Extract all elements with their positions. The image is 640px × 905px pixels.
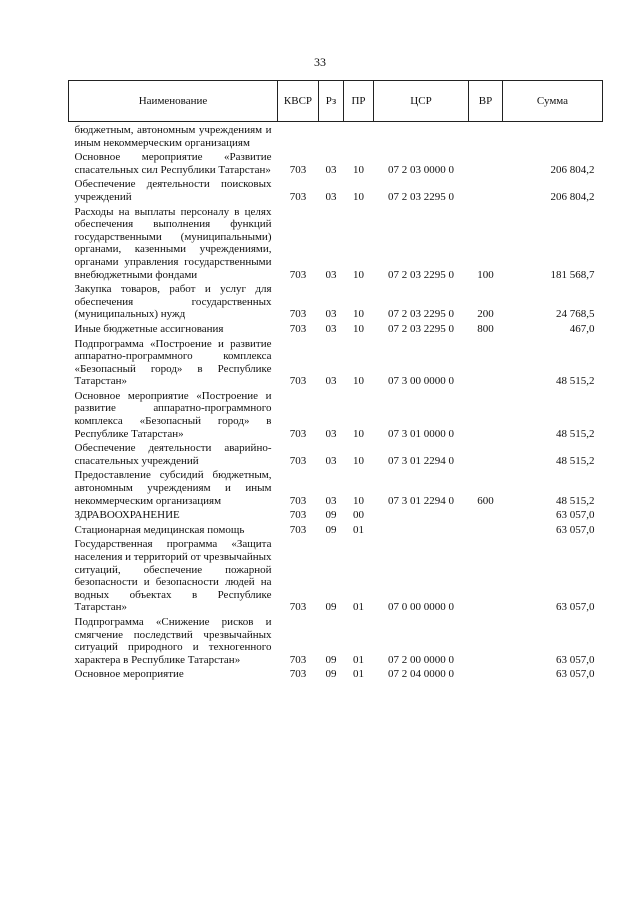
row-pr: 00 <box>353 509 364 522</box>
row-name: Закупка товаров, работ и услуг для обеспечения государственных (муниципальных) нужд <box>74 283 272 321</box>
row-csr: 07 3 01 0000 0 <box>388 427 454 440</box>
budget-table <box>68 80 603 681</box>
row-pr: 10 <box>353 308 364 321</box>
row-rz: 09 <box>325 601 337 614</box>
table-row <box>69 467 603 507</box>
row-name: Расходы на выплаты персоналу в целях обеспечения выполнения функций государственными (муниципальными) органами, казенными учреждениями, органами управления государственными внебюджетными фондами <box>74 205 272 281</box>
row-pr: 10 <box>353 427 364 440</box>
row-csr: 07 3 01 2294 0 <box>388 494 454 507</box>
row-name: Стационарная медицинская помощь <box>74 523 245 536</box>
row-sum: 48 515,2 <box>556 375 595 388</box>
row-name: Основное мероприятие «Развитие спасательных сил Республики Татарстан» <box>74 151 272 176</box>
table-row <box>69 122 603 150</box>
row-rz: 03 <box>325 268 337 281</box>
table-row <box>69 536 603 614</box>
table-row <box>69 336 603 388</box>
row-name: ЗДРАВООХРАНЕНИЕ <box>74 509 180 522</box>
row-csr: 07 2 03 0000 0 <box>388 163 454 176</box>
row-sum <box>503 122 603 150</box>
row-rz: 03 <box>325 163 337 176</box>
table-row <box>69 507 603 522</box>
row-name: Обеспечение деятельности поисковых учреждений <box>74 178 272 203</box>
row-kvsr: 703 <box>289 601 307 614</box>
table-row <box>69 614 603 666</box>
row-rz: 03 <box>325 427 337 440</box>
header-csr: ЦСР <box>374 81 469 122</box>
row-sum: 467,0 <box>569 322 595 335</box>
row-rz: 03 <box>325 454 337 467</box>
row-rz: 09 <box>325 653 337 666</box>
row-pr: 10 <box>353 268 364 281</box>
row-kvsr: 703 <box>289 268 307 281</box>
table-row <box>69 321 603 336</box>
row-vr: 200 <box>477 308 494 321</box>
row-rz <box>319 122 344 150</box>
row-name: Подпрограмма «Снижение рисков и смягчение последствий чрезвычайных ситуаций природного и техногенного характера в Республике Татарстан» <box>74 615 272 666</box>
row-vr: 600 <box>477 494 494 507</box>
row-csr: 07 2 03 2295 0 <box>388 268 454 281</box>
table-row <box>69 149 603 176</box>
row-vr <box>469 388 503 440</box>
row-rz: 03 <box>325 190 337 203</box>
row-vr <box>469 507 503 522</box>
row-rz: 03 <box>325 308 337 321</box>
row-kvsr: 703 <box>289 523 307 536</box>
row-csr: 07 3 01 2294 0 <box>388 454 454 467</box>
table-row <box>69 440 603 467</box>
row-sum: 63 057,0 <box>556 523 595 536</box>
row-kvsr: 703 <box>289 190 307 203</box>
header-kvsr: КВСР <box>278 81 319 122</box>
row-name: бюджетным, автономным учреждениям и иным некоммерческим организациям <box>74 124 272 149</box>
row-vr <box>469 122 503 150</box>
table-row <box>69 176 603 203</box>
table-row <box>69 204 603 282</box>
row-csr: 07 2 04 0000 0 <box>388 668 454 681</box>
row-kvsr: 703 <box>289 653 307 666</box>
row-sum: 48 515,2 <box>556 427 595 440</box>
row-csr: 07 2 00 0000 0 <box>388 653 454 666</box>
row-kvsr: 703 <box>289 454 307 467</box>
row-pr: 01 <box>353 653 364 666</box>
row-rz: 03 <box>325 322 337 335</box>
row-sum: 206 804,2 <box>550 190 595 203</box>
row-pr <box>344 122 374 150</box>
page-number: 33 <box>314 55 326 69</box>
row-sum: 24 768,5 <box>556 308 595 321</box>
row-kvsr: 703 <box>289 163 307 176</box>
header-vr: ВР <box>469 81 503 122</box>
row-pr: 10 <box>353 190 364 203</box>
row-pr: 10 <box>353 163 364 176</box>
row-kvsr: 703 <box>289 494 307 507</box>
header-rz: Рз <box>319 81 344 122</box>
row-kvsr: 703 <box>289 509 307 522</box>
header-pr: ПР <box>344 81 374 122</box>
row-kvsr: 703 <box>289 375 307 388</box>
table-row <box>69 522 603 537</box>
row-csr: 07 2 03 2295 0 <box>388 308 454 321</box>
row-vr <box>469 522 503 537</box>
row-vr <box>469 176 503 203</box>
row-csr: 07 3 00 0000 0 <box>388 375 454 388</box>
row-name: Обеспечение деятельности аварийно-спасательных учреждений <box>74 442 272 467</box>
row-name: Подпрограмма «Построение и развитие аппаратно-программного комплекса «Безопасный город» в Республике Татарстан» <box>74 337 272 388</box>
row-sum: 48 515,2 <box>556 494 595 507</box>
row-sum: 63 057,0 <box>556 601 595 614</box>
row-pr: 01 <box>353 668 364 681</box>
row-name: Иные бюджетные ассигнования <box>74 322 224 335</box>
row-kvsr <box>278 122 319 150</box>
row-rz: 09 <box>325 523 337 536</box>
row-pr: 01 <box>353 601 364 614</box>
row-sum: 63 057,0 <box>556 653 595 666</box>
row-sum: 48 515,2 <box>556 454 595 467</box>
row-vr <box>469 336 503 388</box>
row-csr <box>374 507 469 522</box>
row-sum: 206 804,2 <box>550 163 595 176</box>
row-pr: 10 <box>353 375 364 388</box>
header-sum: Сумма <box>503 81 603 122</box>
row-vr <box>469 614 503 666</box>
row-name: Основное мероприятие «Построение и развитие аппаратно-программного комплекса «Безопасный город» в Республике Татарстан» <box>74 389 272 440</box>
row-pr: 10 <box>353 454 364 467</box>
table-header-row <box>69 81 603 122</box>
table-row <box>69 388 603 440</box>
row-pr: 01 <box>353 523 364 536</box>
row-csr <box>374 122 469 150</box>
row-csr <box>374 522 469 537</box>
row-pr: 10 <box>353 494 364 507</box>
row-rz: 09 <box>325 668 337 681</box>
row-kvsr: 703 <box>289 427 307 440</box>
table-row <box>69 281 603 321</box>
row-vr: 100 <box>477 268 494 281</box>
row-vr <box>469 536 503 614</box>
row-rz: 09 <box>325 509 337 522</box>
row-csr: 07 2 03 2295 0 <box>388 190 454 203</box>
row-sum: 63 057,0 <box>556 509 595 522</box>
row-vr <box>469 149 503 176</box>
row-csr: 07 2 03 2295 0 <box>388 322 454 335</box>
row-pr: 10 <box>353 322 364 335</box>
row-csr: 07 0 00 0000 0 <box>388 601 454 614</box>
row-name: Основное мероприятие <box>74 668 184 681</box>
row-kvsr: 703 <box>289 322 307 335</box>
row-rz: 03 <box>325 375 337 388</box>
table-row <box>69 666 603 681</box>
row-sum: 181 568,7 <box>550 268 595 281</box>
row-name: Предоставление субсидий бюджетным, автономным учреждениям и иным некоммерческим организациям <box>74 469 272 507</box>
row-sum: 63 057,0 <box>556 668 595 681</box>
row-kvsr: 703 <box>289 308 307 321</box>
row-vr <box>469 666 503 681</box>
row-vr <box>469 440 503 467</box>
header-name: Наименование <box>69 81 278 122</box>
row-vr: 800 <box>477 322 494 335</box>
row-kvsr: 703 <box>289 668 307 681</box>
row-name: Государственная программа «Защита населения и территорий от чрезвычайных ситуаций, обеспечение пожарной безопасности и безопасности людей на водных объектах в Республике Татарстан» <box>74 538 272 614</box>
row-rz: 03 <box>325 494 337 507</box>
